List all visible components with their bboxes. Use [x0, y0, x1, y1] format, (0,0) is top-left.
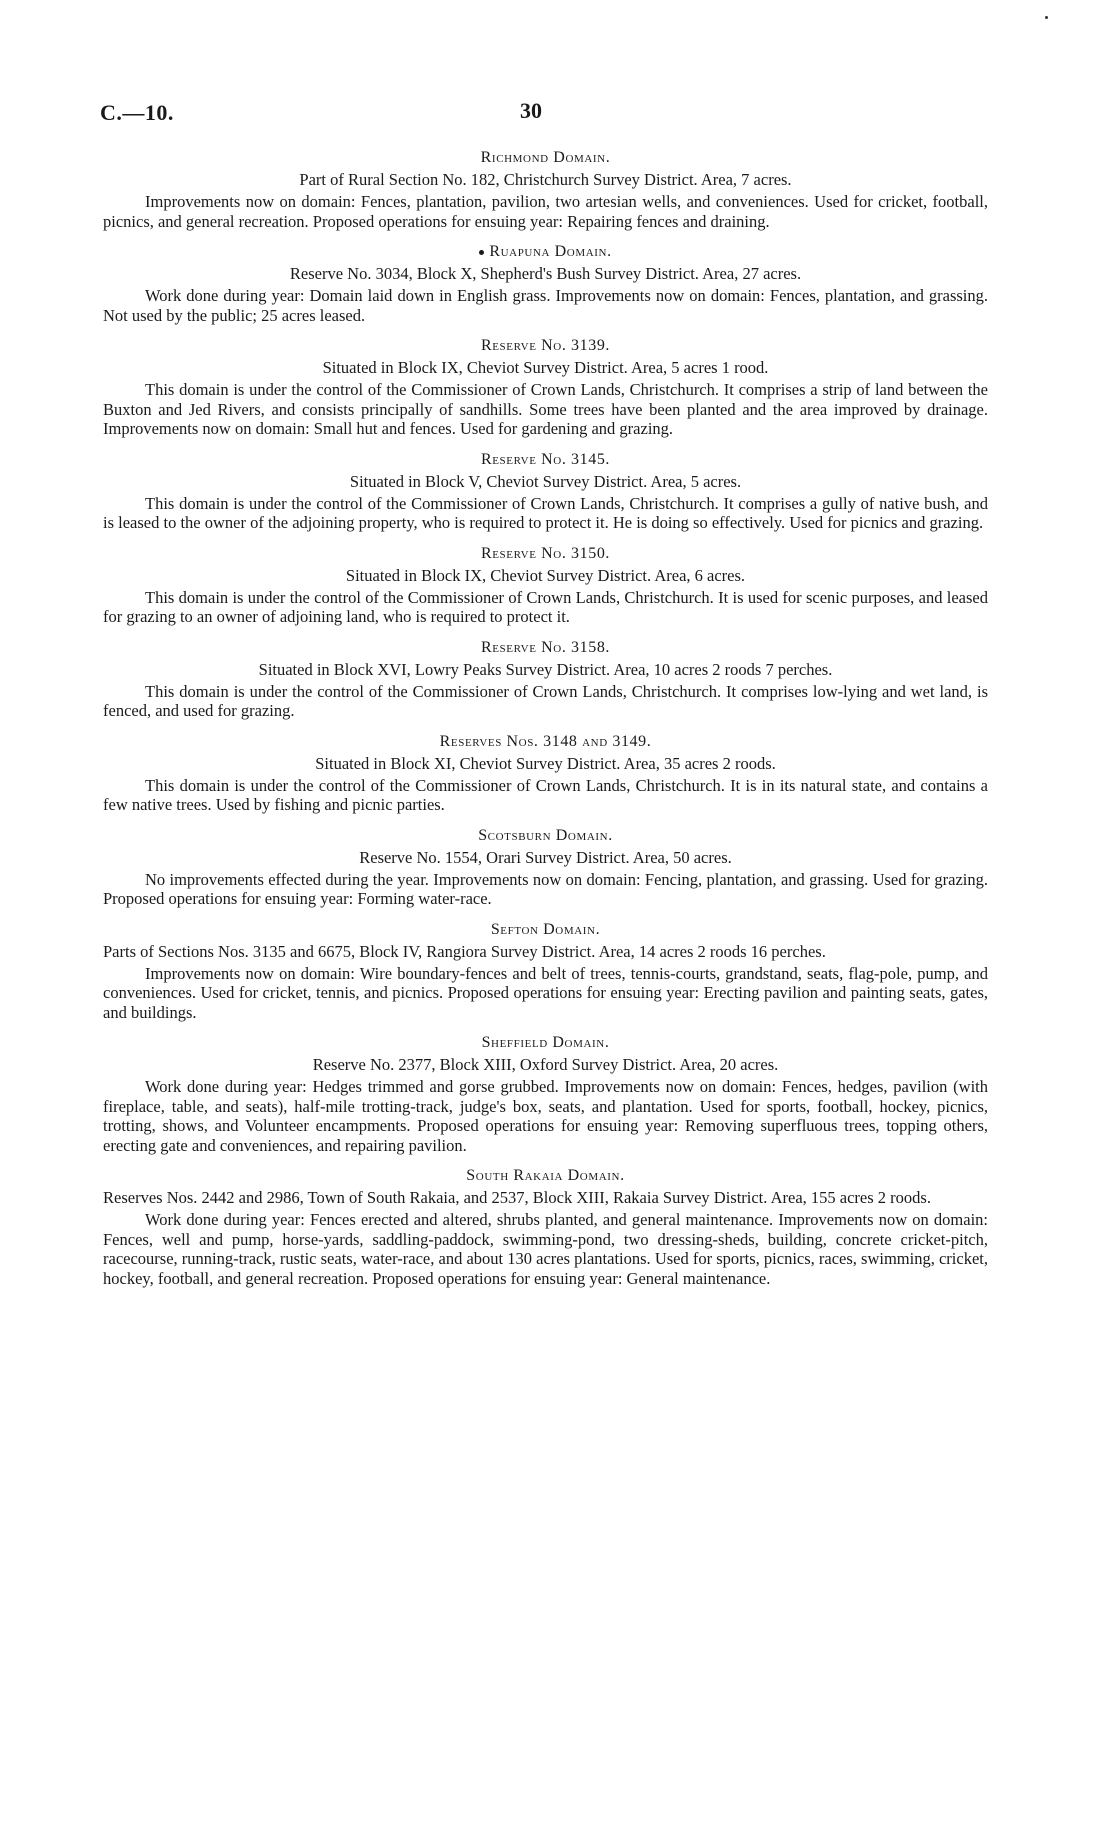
page-content	[103, 148, 988, 1299]
section-body: This domain is under the control of the Commissioner of Crown Lands, Christchurch. It comprises a gully of native bush, and is leased to the owner of the adjoining property, who is required to protect it. He is doing so effectively. Used for picnics and grazing.	[103, 493, 988, 532]
section-reserve-3145	[103, 450, 988, 533]
section-heading: Sheffield Domain.	[481, 1034, 610, 1051]
section-location: Reserve No. 2377, Block XIII, Oxford Survey District. Area, 20 acres.	[312, 1055, 779, 1074]
section-location: Situated in Block IX, Cheviot Survey District. Area, 5 acres 1 rood.	[322, 358, 769, 377]
section-richmond-domain	[103, 148, 988, 231]
section-heading-ruapuna	[103, 242, 988, 262]
section-body: Improvements now on domain: Fences, plantation, pavilion, two artesian wells, and conveniences. Used for cricket, football, picnics, and general recreation. Proposed operations for ensuing year: Repairing fences and draining.	[103, 192, 988, 231]
section-reserves-3148-3149	[103, 732, 988, 815]
section-body: This domain is under the control of the Commissioner of Crown Lands, Christchurch. It is in its natural state, and contains a few native trees. Used by fishing and picnic parties.	[103, 775, 988, 814]
section-location: Situated in Block IX, Cheviot Survey District. Area, 6 acres.	[345, 565, 746, 585]
bullet-mark	[479, 250, 484, 255]
section-sefton-domain	[103, 920, 988, 1023]
page-speck	[1045, 16, 1048, 19]
section-heading: Reserve No. 3139.	[480, 337, 611, 354]
section-heading: South Rakaia Domain.	[466, 1167, 625, 1184]
section-body: Work done during year: Domain laid down in English grass. Improvements now on domain: Fences, plantation, and grassing. Not used by the public; 25 acres leased.	[103, 286, 988, 325]
section-heading: Reserves Nos. 3148 and 3149.	[439, 732, 652, 750]
section-heading: Scotsburn Domain.	[478, 826, 613, 844]
section-heading: Sefton Domain.	[490, 920, 601, 938]
section-sheffield-domain	[103, 1033, 988, 1155]
document-reference: C.—10.	[100, 100, 174, 125]
section-scotsburn-domain	[103, 826, 988, 909]
section-location: Situated in Block XI, Cheviot Survey District. Area, 35 acres 2 roods.	[315, 753, 776, 773]
section-heading: Reserve No. 3150.	[480, 544, 611, 562]
section-location: Part of Rural Section No. 182, Christchurch Survey District. Area, 7 acres.	[299, 170, 792, 189]
section-body: This domain is under the control of the Commissioner of Crown Lands, Christchurch. It comprises a strip of land between the Buxton and Jed Rivers, and consists principally of sandhills. Some trees have been planted and the area improved by drainage. Improvements now on domain: Small hut and fences. Used for gardening and grazing.	[103, 380, 988, 438]
section-body: Work done during year: Hedges trimmed and gorse grubbed. Improvements now on domain: Fences, hedges, pavilion (with fireplace, table, and seats), half-mile trotting-track, judge's box, seats, and plantation. Used for sports, football, hockey, picnics, trotting, shows, and Volunteer encampments. Proposed operations for ensuing year: Removing superfluous trees, topping others, erecting gate and conveniences, and repairing pavilion.	[103, 1077, 988, 1155]
section-body: No improvements effected during the year. Improvements now on domain: Fencing, plantation, and grassing. Used for grazing. Proposed operations for ensuing year: Forming water-race.	[103, 869, 988, 908]
section-south-rakaia-domain	[103, 1166, 988, 1288]
section-heading: Reserve No. 3158.	[480, 638, 611, 656]
section-body: This domain is under the control of the Commissioner of Crown Lands, Christchurch. It comprises low-lying and wet land, is fenced, and used for grazing.	[103, 681, 988, 720]
section-location: Situated in Block V, Cheviot Survey District. Area, 5 acres.	[349, 471, 742, 491]
section-ruapuna-domain	[103, 242, 988, 325]
page-number: 30	[520, 98, 542, 123]
section-location: Situated in Block XVI, Lowry Peaks Survey District. Area, 10 acres 2 roods 7 perches.	[258, 659, 833, 679]
section-heading: Ruapuna Domain.	[489, 243, 612, 260]
section-location: Parts of Sections Nos. 3135 and 6675, Block IV, Rangiora Survey District. Area, 14 acres 2 roods 16 perches.	[103, 941, 826, 961]
section-location: Reserve No. 1554, Orari Survey District. Area, 50 acres.	[359, 847, 732, 867]
section-location: Reserve No. 3034, Block X, Shepherd's Bush Survey District. Area, 27 acres.	[289, 264, 802, 283]
section-body: This domain is under the control of the Commissioner of Crown Lands, Christchurch. It is used for scenic purposes, and leased for grazing to an owner of adjoining land, who is required to protect it.	[103, 587, 988, 626]
section-body: Work done during year: Fences erected and altered, shrubs planted, and general maintenance. Improvements now on domain: Fences, well and pump, horse-yards, saddling-paddock, swimming-pond, two dressing-sheds, building, concrete cricket-pitch, racecourse, running-track, rustic seats, water-race, and about 130 acres plantations. Used for sports, picnics, races, swimming, cricket, hockey, football, and general recreation. Proposed operations for ensuing year: General maintenance.	[103, 1210, 988, 1288]
section-reserve-3158	[103, 638, 988, 721]
section-location: Reserves Nos. 2442 and 2986, Town of South Rakaia, and 2537, Block XIII, Rakaia Survey District. Area, 155 acres 2 roods.	[103, 1188, 931, 1207]
section-reserve-3139	[103, 336, 988, 439]
section-heading: Reserve No. 3145.	[480, 450, 611, 468]
section-heading: Richmond Domain.	[480, 149, 611, 166]
section-body: Improvements now on domain: Wire boundary-fences and belt of trees, tennis-courts, grandstand, seats, flag-pole, pump, and conveniences. Used for cricket, tennis, and picnics. Proposed operations for ensuing year: Erecting pavilion and painting seats, gates, and buildings.	[103, 963, 988, 1022]
section-reserve-3150	[103, 544, 988, 627]
page-header	[100, 100, 990, 130]
